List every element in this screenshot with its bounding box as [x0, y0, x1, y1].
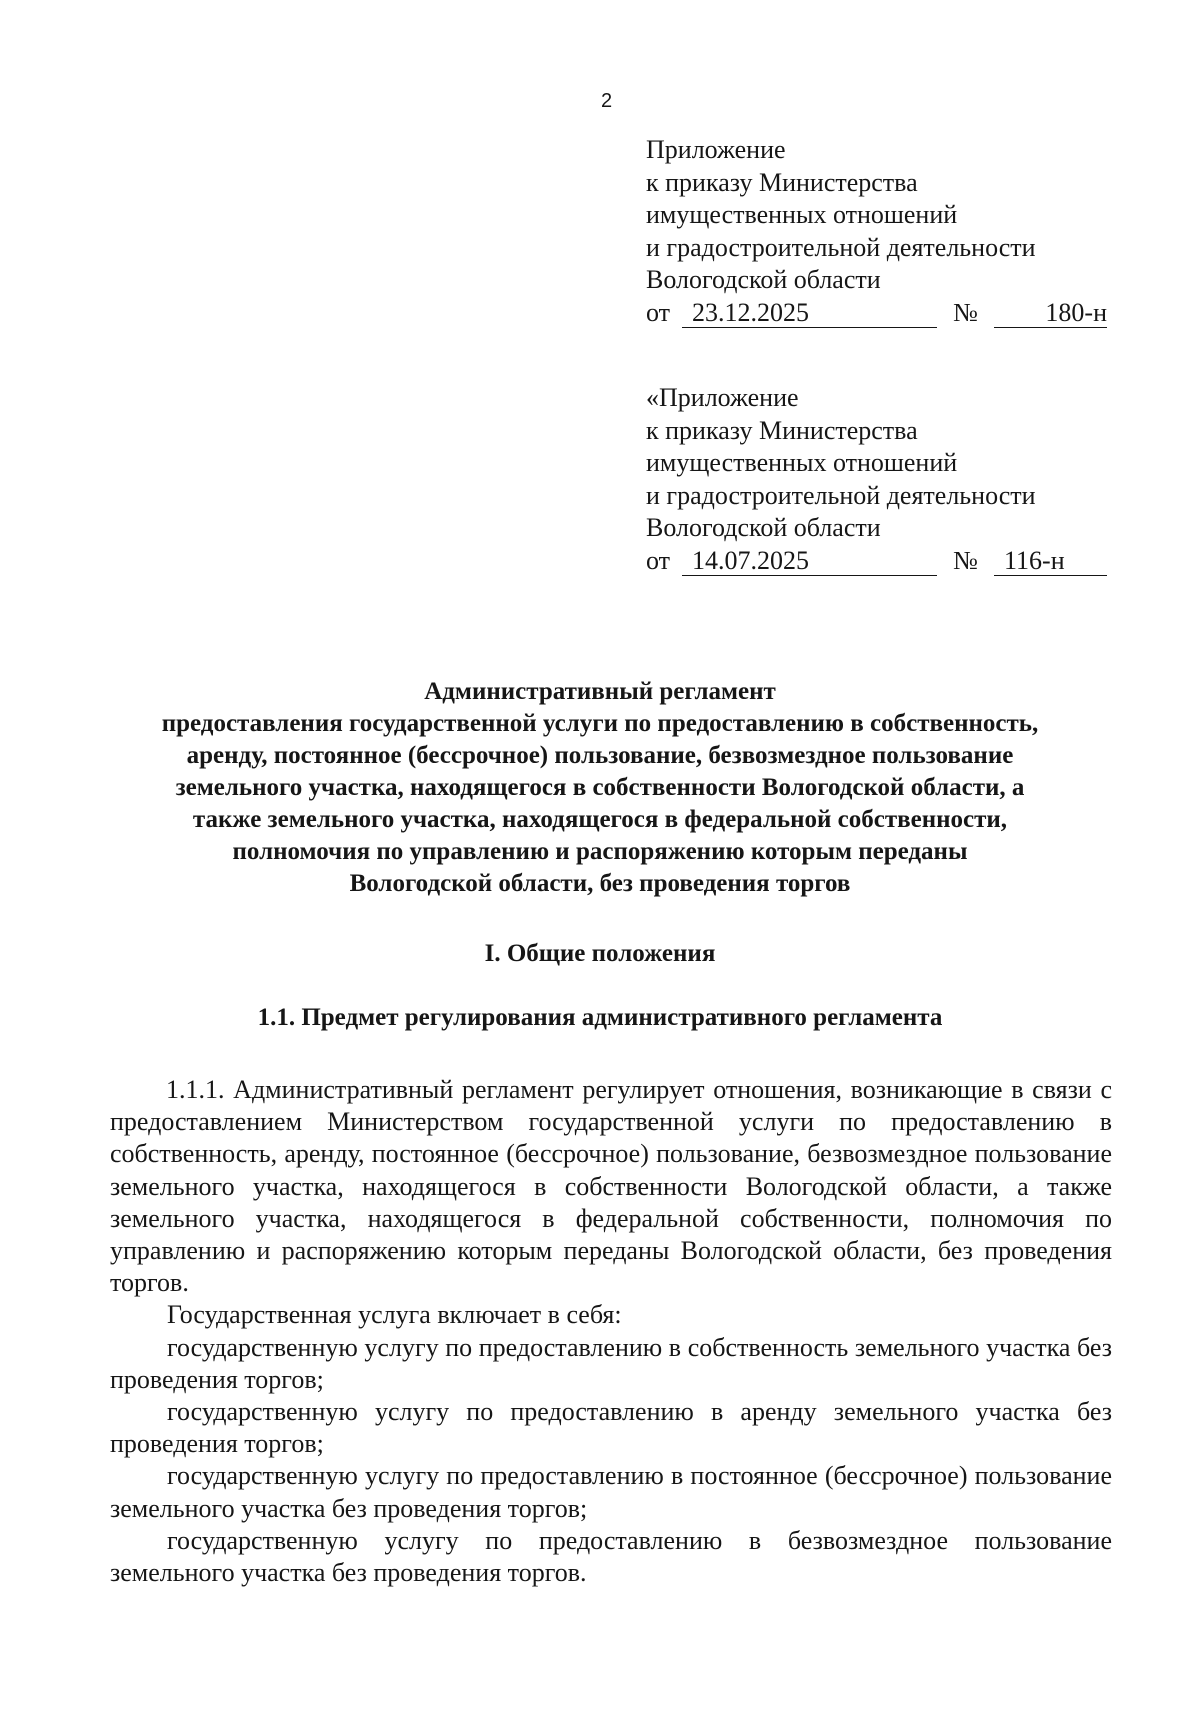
appendix-line: «Приложение [646, 383, 799, 412]
body-text [110, 1074, 1112, 1589]
order-number-field: 180-н [994, 299, 1107, 328]
title-line: предоставления государственной услуги по предоставлению в собственность, [161, 710, 1039, 737]
title-line: полномочия по управлению и распоряжению которым переданы [232, 838, 968, 865]
appendix-line: Вологодской области [646, 513, 881, 542]
appendix-line: и градостроительной деятельности [646, 232, 1036, 262]
order-number-field: 116-н [994, 547, 1107, 576]
section-heading: I. Общие положения [484, 940, 716, 967]
appendix-line: Приложение [646, 135, 786, 164]
order-date-field: 23.12.2025 [682, 299, 937, 328]
page-number: 2 [601, 90, 613, 112]
order-date-line [646, 545, 1116, 578]
appendix-line: к приказу Министерства [646, 167, 918, 197]
title-line: Административный регламент [424, 678, 776, 705]
appendix-block-current [646, 134, 1116, 329]
title-line: аренду, постоянное (бессрочное) пользование, безвозмездное пользование [186, 742, 1014, 769]
paragraph: 1.1.1. Административный регламент регулирует отношения, возникающие в связи с предоставлением Министерством государственной услуги по предоставлению в собственность, аренду, постоянное (бессрочное) пользование, безвозмездное пользование земельного участка, находящегося в собственности Вологодской области, а также земельного участка, находящегося в федеральной собственности, полномочия по управлению и распоряжению которым переданы Вологодской области, без проведения торгов. [110, 1075, 1112, 1298]
title-line: также земельного участка, находящегося в федеральной собственности, [192, 806, 1008, 833]
number-sign: № [953, 297, 978, 327]
order-date-field: 14.07.2025 [682, 547, 937, 576]
order-date-line [646, 297, 1116, 330]
paragraph: Государственная услуга включает в себя: [167, 1300, 622, 1330]
date-prefix: от [646, 545, 671, 575]
date-prefix: от [646, 297, 671, 327]
appendix-line: имущественных отношений [646, 448, 958, 477]
paragraph: государственную услугу по предоставлению в безвозмездное пользование земельного участка без проведения торгов. [110, 1525, 1112, 1588]
paragraph: государственную услугу по предоставлению в постоянное (бессрочное) пользование земельного участка без проведения торгов; [110, 1461, 1112, 1523]
title-line: Вологодской области, без проведения торгов [349, 870, 851, 897]
appendix-line: имущественных отношений [646, 200, 958, 229]
paragraph: государственную услугу по предоставлению в собственность земельного участка без проведения торгов; [110, 1332, 1112, 1394]
appendix-block-previous [646, 382, 1116, 577]
appendix-line: Вологодской области [646, 265, 881, 294]
subsection-heading: 1.1. Предмет регулирования административного регламента [257, 1004, 943, 1031]
number-sign: № [953, 545, 978, 575]
appendix-line: и градостроительной деятельности [646, 480, 1036, 510]
title-line: земельного участка, находящегося в собственности Вологодской области, а [175, 774, 1025, 801]
paragraph: государственную услугу по предоставлению в аренду земельного участка без проведения торгов; [110, 1397, 1112, 1459]
document-title [100, 676, 1100, 900]
appendix-line: к приказу Министерства [646, 415, 918, 445]
